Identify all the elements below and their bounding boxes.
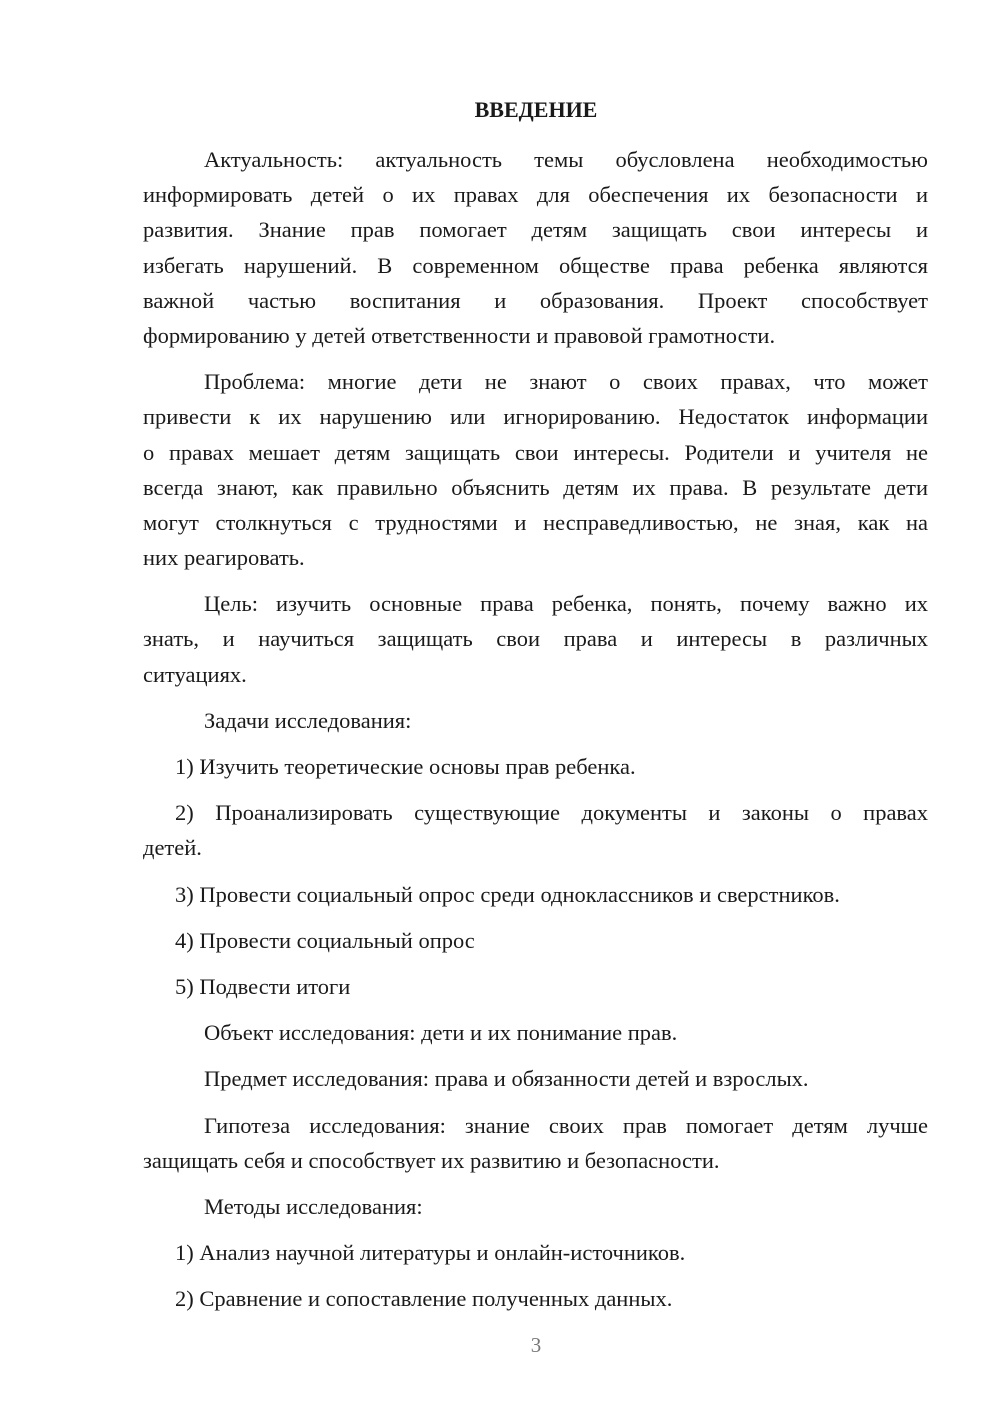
text-line: могут столкнуться с трудностями и несправедливостью, не зная, как на bbox=[143, 509, 928, 535]
text-line: защищать себя и способствует их развитию и безопасности. bbox=[143, 1147, 720, 1173]
paragraph bbox=[143, 142, 928, 353]
text-line: всегда знают, как правильно объяснить детям их права. В результате дети bbox=[143, 474, 928, 500]
list-item bbox=[143, 749, 928, 784]
text-line: формированию у детей ответственности и правовой грамотности. bbox=[143, 322, 776, 348]
text-line: Объект исследования: дети и их понимание прав. bbox=[204, 1020, 678, 1046]
list-item bbox=[143, 969, 928, 1004]
paragraph bbox=[143, 1189, 928, 1224]
text-line: Методы исследования: bbox=[204, 1193, 423, 1219]
text-line: 4) Провести социальный опрос bbox=[175, 927, 475, 953]
text-line: Цель: изучить основные права ребенка, понять, почему важно их bbox=[204, 591, 928, 617]
paragraph bbox=[143, 1108, 928, 1178]
list-item bbox=[143, 1281, 928, 1316]
text-line: Актуальность: актуальность темы обусловлена необходимостью bbox=[204, 147, 928, 172]
text-line: 5) Подвести итоги bbox=[175, 973, 351, 999]
paragraph bbox=[143, 1015, 928, 1050]
paragraph bbox=[143, 703, 928, 738]
paragraph bbox=[143, 364, 928, 575]
list-item bbox=[143, 795, 928, 865]
text-line: Задачи исследования: bbox=[204, 707, 412, 733]
text-line: важной частью воспитания и образования. Проект способствует bbox=[143, 287, 928, 313]
text-line: 1) Изучить теоретические основы прав ребенка. bbox=[175, 754, 636, 779]
list-item bbox=[143, 1235, 928, 1270]
text-line: о правах мешает детям защищать свои интересы. Родители и учителя не bbox=[143, 439, 928, 465]
list-item bbox=[143, 877, 928, 912]
text-line: Гипотеза исследования: знание своих прав помогает детям лучше bbox=[204, 1112, 928, 1138]
list-item bbox=[143, 923, 928, 958]
paragraph bbox=[143, 1061, 928, 1096]
text-line: них реагировать. bbox=[143, 545, 305, 571]
text-line: ситуациях. bbox=[143, 661, 247, 687]
text-line: 2) Сравнение и сопоставление полученных данных. bbox=[175, 1286, 673, 1312]
text-line: 1) Анализ научной литературы и онлайн-источников. bbox=[175, 1240, 686, 1266]
text-line: избегать нарушений. В современном обществе права ребенка являются bbox=[143, 252, 928, 278]
text-line: знать, и научиться защищать свои права и интересы в различных bbox=[143, 626, 928, 652]
page-title: ВВЕДЕНИЕ bbox=[474, 97, 598, 122]
paragraph bbox=[143, 586, 928, 692]
text-line: развития. Знание прав помогает детям защищать свои интересы и bbox=[143, 217, 928, 243]
text-line: 3) Провести социальный опрос среди одноклассников и сверстников. bbox=[175, 881, 840, 907]
page-number: 3 bbox=[530, 1333, 542, 1357]
text-line: Предмет исследования: права и обязанности детей и взрослых. bbox=[204, 1066, 809, 1092]
document-body bbox=[143, 142, 928, 1316]
text-line: 2) Проанализировать существующие документы и законы о правах bbox=[175, 800, 928, 826]
text-line: Проблема: многие дети не знают о своих правах, что может bbox=[204, 369, 928, 395]
text-line: детей. bbox=[143, 835, 202, 861]
text-line: информировать детей о их правах для обеспечения их безопасности и bbox=[143, 182, 928, 208]
text-line: привести к их нарушению или игнорированию. Недостаток информации bbox=[143, 404, 928, 430]
